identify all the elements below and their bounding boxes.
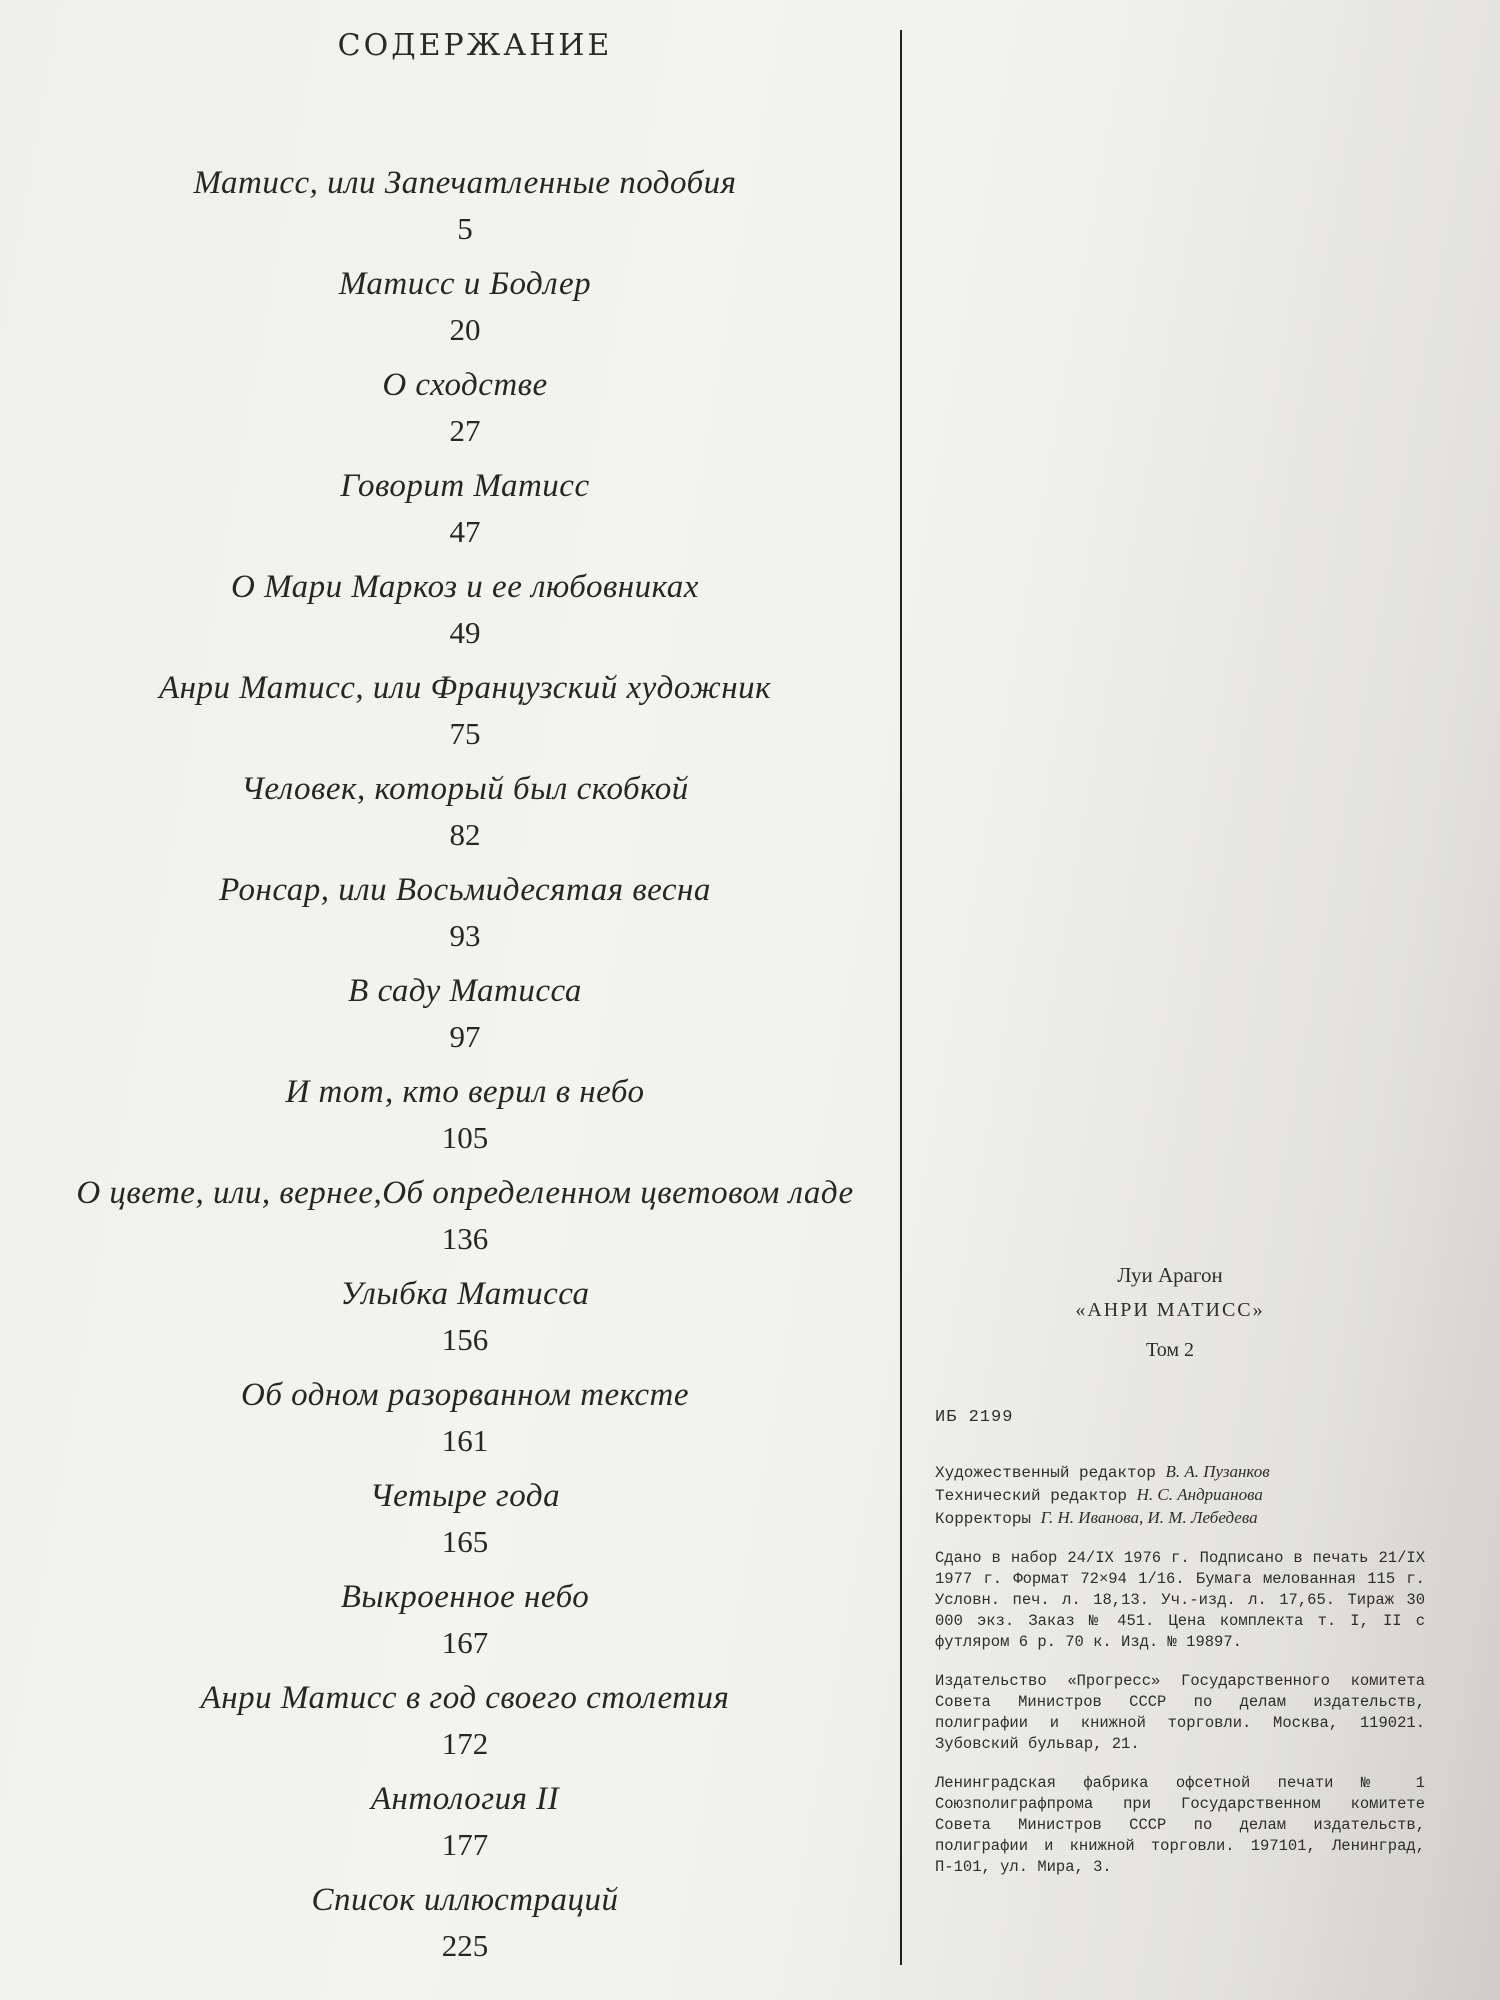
toc-entry-title: Говорит Матисс bbox=[340, 468, 590, 504]
toc-entry-title: Выкроенное небо bbox=[340, 1579, 590, 1615]
toc-entry-title: Анри Матисс в год своего столетия bbox=[200, 1680, 730, 1716]
toc-entry-title: Анри Матисс, или Французский художник bbox=[158, 670, 772, 706]
tech-editor-line bbox=[935, 1484, 1435, 1507]
print-details: Сдано в набор 24/IX 1976 г. Подписано в печать 21/IX 1977 г. Формат 72×94 1/16. Бумага мелованная 115 г. Условн. печ. л. 18,13. Уч.-изд. л. 17,65. Тираж 30 000 экз. Заказ № 451. Цена комплекта т. I, II с футляром 6 р. 70 к. Изд. № 19897. bbox=[935, 1549, 1425, 1651]
toc-entry bbox=[30, 1776, 900, 1877]
toc-entry-page: 47 bbox=[449, 514, 481, 549]
toc-entry bbox=[30, 1170, 900, 1271]
toc-heading: СОДЕРЖАНИЕ bbox=[337, 28, 613, 63]
toc-entry-page: 156 bbox=[441, 1322, 489, 1357]
toc-entry-page: 49 bbox=[449, 615, 481, 650]
toc-entry-page: 105 bbox=[441, 1120, 489, 1155]
art-editor-name: В. А. Пузанков bbox=[1165, 1462, 1270, 1481]
toc-entry bbox=[30, 1574, 900, 1675]
imprint-block bbox=[935, 1260, 1435, 1878]
tech-editor-label: Технический редактор bbox=[935, 1487, 1128, 1505]
proofreaders-label: Корректоры bbox=[935, 1510, 1032, 1528]
toc-entry-page: 93 bbox=[449, 918, 481, 953]
toc-entry-page: 20 bbox=[449, 312, 481, 347]
book-title: «АНРИ МАТИСС» bbox=[1075, 1299, 1265, 1321]
column-divider bbox=[900, 30, 902, 1965]
toc-entry-title: Матисс и Бодлер bbox=[338, 266, 592, 302]
toc-entry-page: 177 bbox=[441, 1827, 489, 1862]
proofreaders-names: Г. Н. Иванова, И. М. Лебедева bbox=[1040, 1508, 1258, 1527]
toc-entry-title: О цвете, или, вернее,Об определенном цветовом ладе bbox=[76, 1175, 854, 1211]
table-of-contents bbox=[30, 160, 900, 1978]
tech-editor-name: Н. С. Андрианова bbox=[1136, 1485, 1263, 1504]
toc-entry-page: 82 bbox=[449, 817, 481, 852]
author-name: Луи Арагон bbox=[1117, 1263, 1223, 1287]
printer-info: Ленинградская фабрика офсетной печати № 1 Союзполиграфпрома при Государственном комитете Совета Министров СССР по делам издательств, полиграфии и книжной торговли. 197101, Ленинград, П-101, ул. Мира, 3. bbox=[935, 1774, 1425, 1876]
toc-entry bbox=[30, 463, 900, 564]
toc-entry bbox=[30, 1473, 900, 1574]
toc-entry bbox=[30, 766, 900, 867]
publisher-info: Издательство «Прогресс» Государственного комитета Совета Министров СССР по делам издательств, полиграфии и книжной торговли. Москва, 119021. Зубовский бульвар, 21. bbox=[935, 1672, 1425, 1753]
art-editor-line bbox=[935, 1461, 1435, 1484]
toc-entry bbox=[30, 1271, 900, 1372]
toc-entry-title: Матисс, или Запечатленные подобия bbox=[193, 165, 737, 201]
toc-entry-page: 167 bbox=[441, 1625, 489, 1660]
toc-entry-title: Список иллюстраций bbox=[311, 1882, 619, 1918]
toc-entry bbox=[30, 160, 900, 261]
editorial-staff bbox=[935, 1461, 1435, 1530]
toc-entry-page: 165 bbox=[441, 1524, 489, 1559]
toc-entry bbox=[30, 1372, 900, 1473]
toc-entry bbox=[30, 867, 900, 968]
toc-entry-page: 225 bbox=[441, 1928, 489, 1963]
toc-entry bbox=[30, 1069, 900, 1170]
toc-entry-title: О Мари Маркоз и ее любовниках bbox=[231, 569, 699, 605]
toc-entry-page: 27 bbox=[449, 413, 481, 448]
toc-entry-title: Человек, который был скобкой bbox=[241, 771, 689, 807]
toc-entry-page: 161 bbox=[441, 1423, 489, 1458]
toc-entry-page: 97 bbox=[449, 1019, 481, 1054]
toc-entry-title: Об одном разорванном тексте bbox=[241, 1377, 689, 1413]
book-identity bbox=[970, 1260, 1370, 1370]
toc-entry-title: Улыбка Матисса bbox=[340, 1276, 590, 1312]
toc-entry bbox=[30, 362, 900, 463]
toc-entry bbox=[30, 665, 900, 766]
toc-entry-title: Четыре года bbox=[369, 1478, 561, 1514]
toc-entry bbox=[30, 1877, 900, 1978]
toc-entry bbox=[30, 968, 900, 1069]
toc-entry-title: В саду Матисса bbox=[348, 973, 582, 1009]
toc-entry-title: О сходстве bbox=[382, 367, 548, 403]
toc-entry bbox=[30, 564, 900, 665]
proofreaders-line bbox=[935, 1507, 1435, 1530]
ib-number: ИБ 2199 bbox=[935, 1408, 1014, 1427]
toc-entry-title: Ронсар, или Восьмидесятая весна bbox=[219, 872, 711, 908]
toc-entry-page: 172 bbox=[441, 1726, 489, 1761]
toc-entry-page: 5 bbox=[457, 211, 473, 246]
toc-entry-page: 136 bbox=[441, 1221, 489, 1256]
toc-entry-title: И тот, кто верил в небо bbox=[285, 1074, 645, 1110]
toc-entry bbox=[30, 261, 900, 362]
volume-label: Том 2 bbox=[1146, 1339, 1194, 1361]
toc-entry bbox=[30, 1675, 900, 1776]
art-editor-label: Художественный редактор bbox=[935, 1464, 1156, 1482]
toc-entry-title: Антология II bbox=[370, 1781, 560, 1817]
toc-entry-page: 75 bbox=[449, 716, 481, 751]
